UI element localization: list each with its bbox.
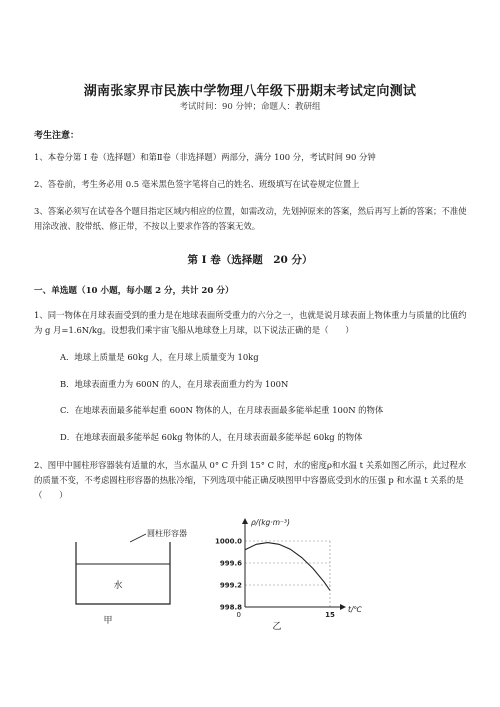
y-tick-label-2: 999.2 — [219, 581, 242, 590]
exam-title: 湖南张家界市民族中学物理八年级下册期末考试定向测试 — [83, 84, 417, 99]
figure-jia-caption: 甲 — [103, 616, 113, 626]
question-1-option-d: D．在地球表面最多能举起 60kg 物体的人，在月球表面最多能举起 60kg 的物体 — [60, 432, 363, 442]
water-label: 水 — [113, 581, 123, 591]
figure-yi-chart — [205, 505, 375, 635]
origin-label: 0 — [236, 611, 241, 619]
y-tick-label-3: 998.8 — [219, 603, 242, 612]
container-label: 圆柱形容器 — [147, 529, 187, 538]
figure-jia — [60, 520, 200, 630]
y-tick-label-1: 999.6 — [219, 559, 242, 568]
note-item-2: 2、答卷前，考生务必用 0.5 毫米黑色签字笔将自己的姓名、班级填写在试卷规定位置上 — [34, 179, 360, 189]
water-fill — [76, 564, 170, 604]
figure-yi-caption: 乙 — [272, 622, 282, 632]
question-1-option-c: C．在地球表面最多能举起重 600N 物体的人，在月球表面最多能举起重 100N 的物体 — [60, 405, 384, 415]
note-item-3: 3、答案必须写在试卷各个题目指定区域内相应的位置，如需改动，先划掉原来的答案，然后再写上新的答案；不准使用涂改液、胶带纸、修正带，不按以上要求作答的答案无效。 — [34, 206, 467, 231]
question-1-stem: 1、同一物体在月球表面受到的重力是在地球表面所受重力的六分之一，也就是说月球表面上物体重力与质量的比值约为 g 月=1.6N/kg。设想我们乘宇宙飞船从地球登上月球，以下说法正确的是（ ） — [34, 310, 467, 335]
x-axis-label: t/℃ — [348, 605, 362, 614]
y-tick-label-0: 1000.0 — [214, 537, 242, 546]
y-axis-label: ρ/(kg·m⁻³) — [251, 518, 290, 527]
x-tick-label-0: 15 — [325, 611, 335, 619]
section-title: 第 I 卷（选择题 20 分） — [187, 254, 313, 266]
question-2-stem: 2、图甲中圆柱形容器装有适量的水，当水温从 0° C 升到 15° C 时，水的密度ρ和水温 t 关系如图乙所示，此过程水的质量不变，不考虑圆柱形容器的热胀冷缩，下列选项中能正确反映图甲中容器底受到水的压强 p 和水温 t 关系的是（ ） — [34, 460, 467, 500]
question-1-option-b: B．地球表面重力为 600N 的人，在月球表面重力约为 100N — [60, 379, 289, 389]
notes-heading: 考生注意： — [34, 131, 80, 141]
note-item-1: 1、本卷分第 I 卷（选择题）和第Ⅱ卷（非选择题）两部分，满分 100 分，考试时间 90 分钟 — [34, 152, 376, 162]
exam-subtitle: 考试时间：90 分钟；命题人：教研组 — [179, 102, 321, 112]
question-1-option-a: A．地球上质量是 60kg 人，在月球上质量变为 10kg — [60, 352, 259, 362]
section-subheading: 一、单选题（10 小题，每小题 2 分，共计 20 分） — [34, 286, 234, 296]
container-label-leader — [130, 534, 146, 542]
density-curve — [245, 543, 330, 591]
